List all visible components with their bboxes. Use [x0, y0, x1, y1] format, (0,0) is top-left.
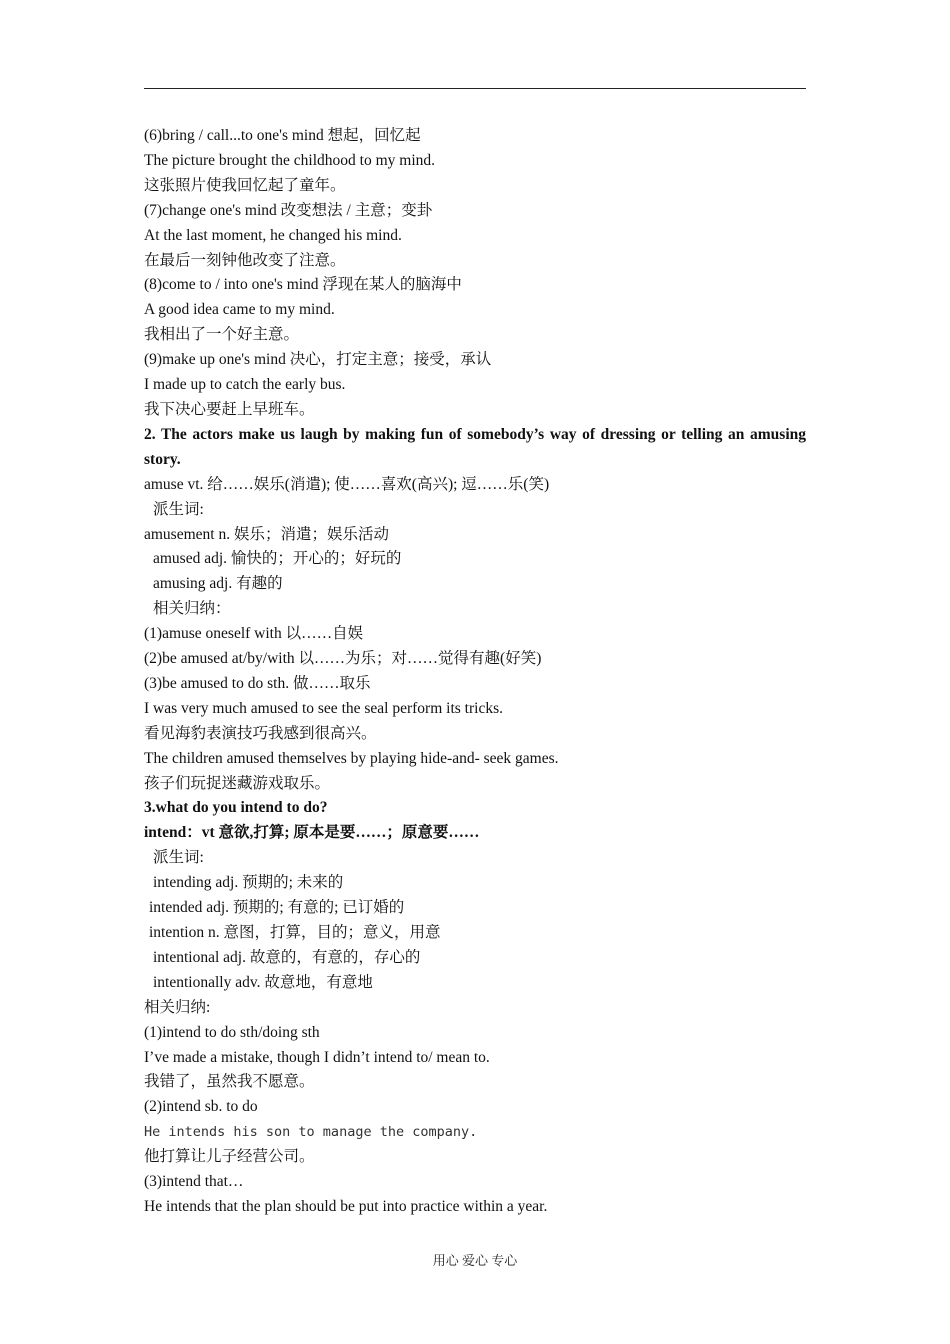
example-sentence: At the last moment, he changed his mind. — [144, 226, 402, 244]
example-translation: 看见海豹表演技巧我感到很高兴。 — [144, 724, 377, 742]
phrase-heading: (3)intend that… — [144, 1173, 244, 1191]
example-sentence: A good idea came to my mind. — [144, 301, 335, 319]
example-translation: 在最后一刻钟他改变了注意。 — [144, 251, 346, 269]
derivative-entry: amusement n. 娱乐；消遣；娱乐活动 — [144, 525, 389, 543]
derivative-entry: amused adj. 愉快的；开心的；好玩的 — [153, 550, 402, 568]
example-translation: 他打算让儿子经营公司。 — [144, 1148, 315, 1166]
section-heading: 2. The actors make us laugh by making fun of somebody’s way of dressing or telling an amusing story. — [144, 425, 806, 468]
derivative-entry: intention n. 意图，打算，目的；意义，用意 — [149, 924, 441, 941]
example-sentence: I was very much amused to see the seal perform its tricks. — [144, 699, 503, 717]
derivatives-label: 派生词: — [153, 849, 204, 867]
phrase-heading: (3)be amused to do sth. 做……取乐 — [144, 674, 371, 692]
section-heading: 3.what do you intend to do? — [144, 799, 328, 817]
derivative-entry: intentionally adv. 故意地，有意地 — [153, 973, 373, 991]
example-sentence: He intends that the plan should be put into practice within a year. — [144, 1197, 548, 1215]
word-definition: intend：vt 意欲,打算; 原本是要……；原意要…… — [144, 824, 480, 842]
phrase-heading: (2)intend sb. to do — [144, 1098, 258, 1116]
example-sentence: I made up to catch the early bus. — [144, 376, 346, 394]
phrase-heading: (9)make up one's mind 决心，打定主意；接受，承认 — [144, 351, 492, 369]
derivative-entry: intending adj. 预期的; 未来的 — [153, 874, 344, 892]
summary-label: 相关归纳： — [153, 600, 231, 618]
derivative-entry: intended adj. 预期的; 有意的; 已订婚的 — [149, 899, 405, 917]
example-translation: 孩子们玩捉迷藏游戏取乐。 — [144, 774, 331, 792]
derivative-entry: intentional adj. 故意的，有意的，存心的 — [153, 948, 421, 966]
example-sentence: The children amused themselves by playing hide-and- seek games. — [144, 749, 559, 767]
summary-label: 相关归纳: — [144, 998, 211, 1016]
phrase-heading: (1)intend to do sth/doing sth — [144, 1023, 320, 1041]
derivatives-label: 派生词: — [153, 500, 204, 518]
example-translation: 我相出了一个好主意。 — [144, 326, 300, 344]
example-translation: 我下决心要赶上早班车。 — [144, 400, 315, 418]
phrase-heading: (1)amuse oneself with 以……自娱 — [144, 625, 364, 643]
phrase-heading: (8)come to / into one's mind 浮现在某人的脑海中 — [144, 276, 462, 294]
example-sentence: I’ve made a mistake, though I didn’t intend to/ mean to. — [144, 1048, 490, 1066]
example-translation: 我错了，虽然我不愿意。 — [144, 1073, 315, 1091]
word-definition: amuse vt. 给……娱乐(消遣); 使……喜欢(高兴); 逗……乐(笑) — [144, 475, 550, 493]
example-sentence: He intends his son to manage the company. — [144, 1124, 478, 1141]
header-rule — [144, 88, 806, 89]
example-sentence: The picture brought the childhood to my mind. — [144, 151, 436, 169]
phrase-heading: (2)be amused at/by/with 以……为乐；对……觉得有趣(好笑) — [144, 650, 542, 668]
phrase-heading: (6)bring / call...to one's mind 想起，回忆起 — [144, 127, 421, 144]
phrase-heading: (7)change one's mind 改变想法 / 主意；变卦 — [144, 201, 433, 219]
example-translation: 这张照片使我回忆起了童年。 — [144, 176, 346, 194]
derivative-entry: amusing adj. 有趣的 — [153, 575, 283, 593]
page-footer: 用心 爱心 专心 — [432, 1253, 518, 1268]
document-body — [144, 124, 806, 1220]
